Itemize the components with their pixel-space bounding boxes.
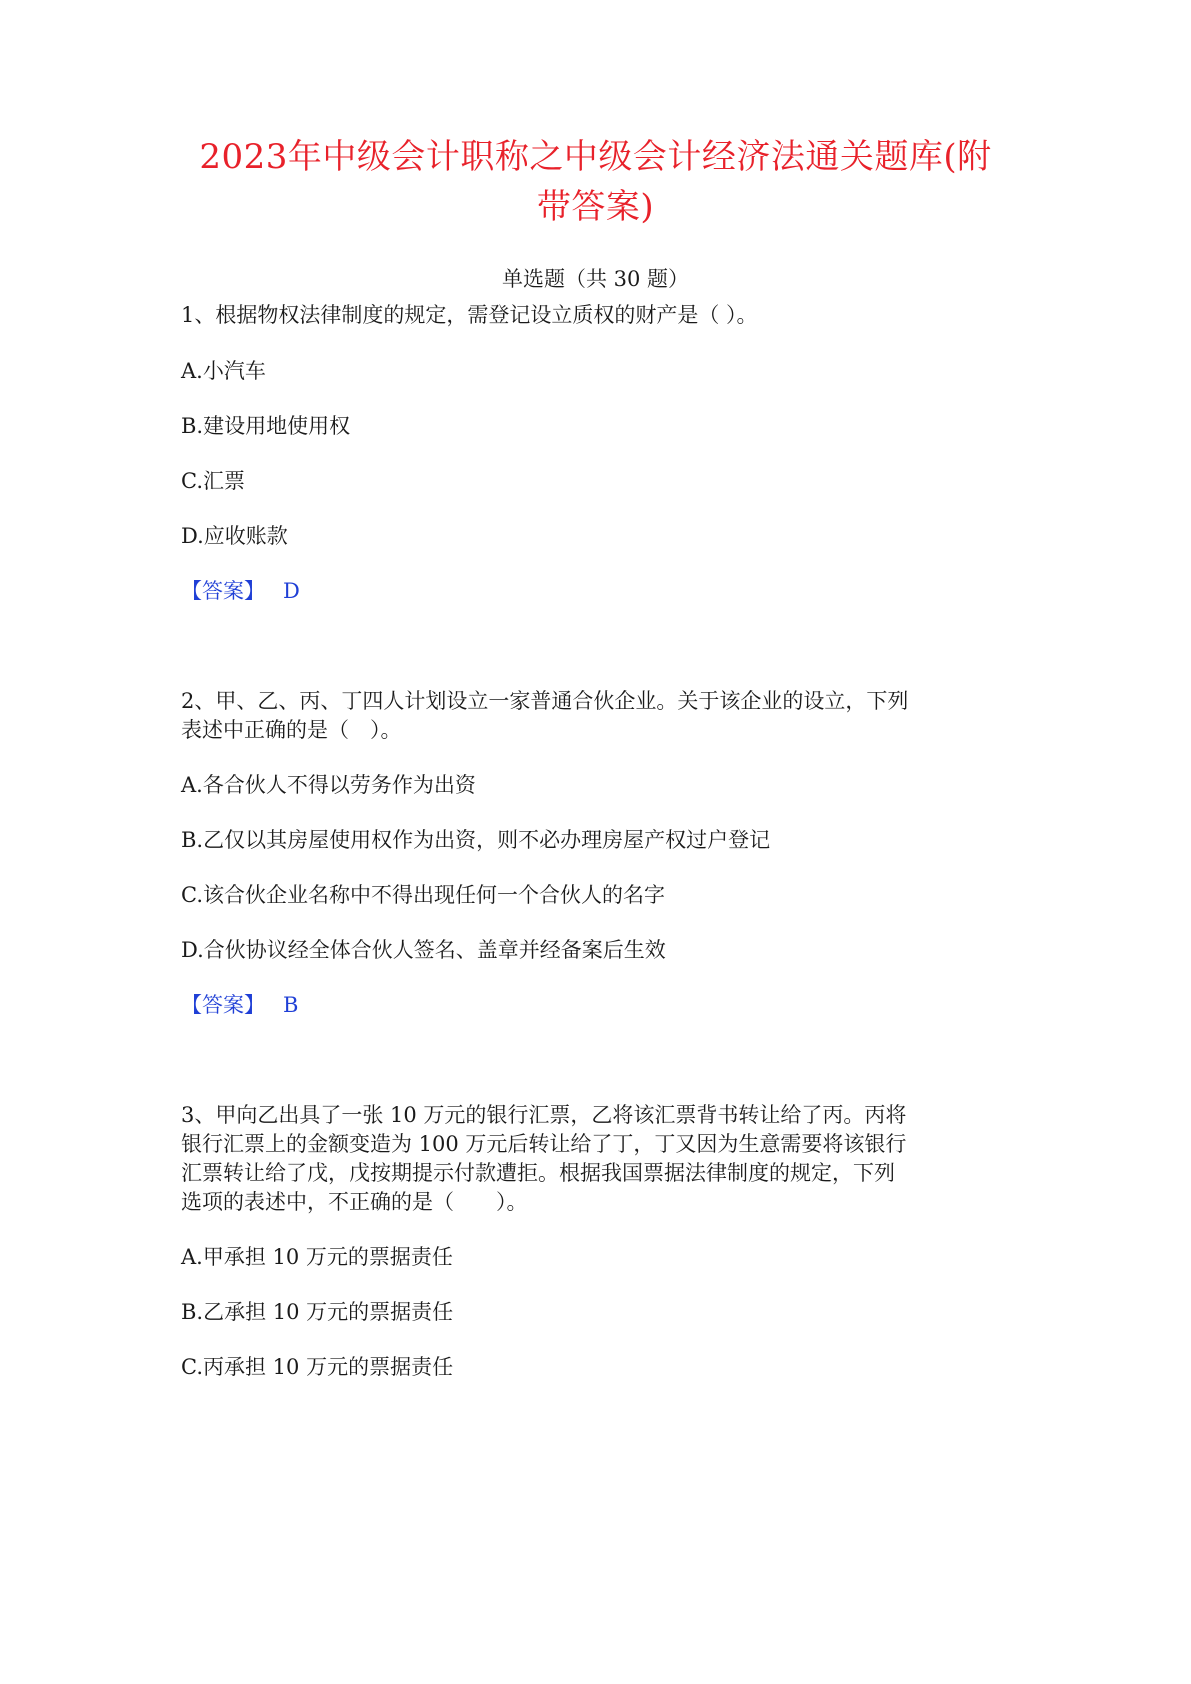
document-title xyxy=(150,132,1041,232)
question-2-option-a: A.各合伙人不得以劳务作为出资 xyxy=(181,773,476,797)
question-1-option-d: D.应收账款 xyxy=(181,524,288,548)
question-3-option-b: B.乙承担 10 万元的票据责任 xyxy=(181,1300,454,1324)
title-line-2: 带答案) xyxy=(536,187,655,227)
question-2-option-c: C.该合伙企业名称中不得出现任何一个合伙人的名字 xyxy=(181,883,665,907)
answer-label: 【答案】 xyxy=(181,579,265,603)
question-3-option-c: C.丙承担 10 万元的票据责任 xyxy=(181,1355,454,1379)
question-3-option-a: A.甲承担 10 万元的票据责任 xyxy=(181,1245,453,1269)
question-2-stem-line-1: 2、甲、乙、丙、丁四人计划设立一家普通合伙企业。关于该企业的设立，下列 xyxy=(181,689,909,713)
answer-value: B xyxy=(283,993,299,1017)
question-3-stem-line-2: 银行汇票上的金额变造为 100 万元后转让给了丁，丁又因为生意需要将该银行 xyxy=(181,1132,907,1156)
section-heading: 单选题（共 30 题） xyxy=(501,267,690,291)
question-2-answer xyxy=(181,990,1031,1020)
question-1-answer xyxy=(181,576,1031,606)
answer-label: 【答案】 xyxy=(181,993,265,1017)
question-2-stem-line-2: 表述中正确的是（ ）。 xyxy=(181,718,402,742)
answer-value: D xyxy=(283,579,300,603)
question-1-option-a: A.小汽车 xyxy=(181,359,266,383)
title-line-1: 2023年中级会计职称之中级会计经济法通关题库(附 xyxy=(199,137,992,177)
question-2-option-b: B.乙仅以其房屋使用权作为出资，则不必办理房屋产权过户登记 xyxy=(181,828,771,852)
question-1-option-c: C.汇票 xyxy=(181,469,245,493)
question-1-option-b: B.建设用地使用权 xyxy=(181,414,351,438)
question-3-stem-line-1: 3、甲向乙出具了一张 10 万元的银行汇票，乙将该汇票背书转让给了丙。丙将 xyxy=(181,1103,907,1127)
question-3-stem-line-3: 汇票转让给了戊，戊按期提示付款遭拒。根据我国票据法律制度的规定，下列 xyxy=(181,1161,895,1185)
question-1-stem: 1、根据物权法律制度的规定，需登记设立质权的财产是（ ）。 xyxy=(181,303,758,327)
question-2-option-d: D.合伙协议经全体合伙人签名、盖章并经备案后生效 xyxy=(181,938,666,962)
question-3-stem-line-4: 选项的表述中，不正确的是（ ）。 xyxy=(181,1190,528,1214)
